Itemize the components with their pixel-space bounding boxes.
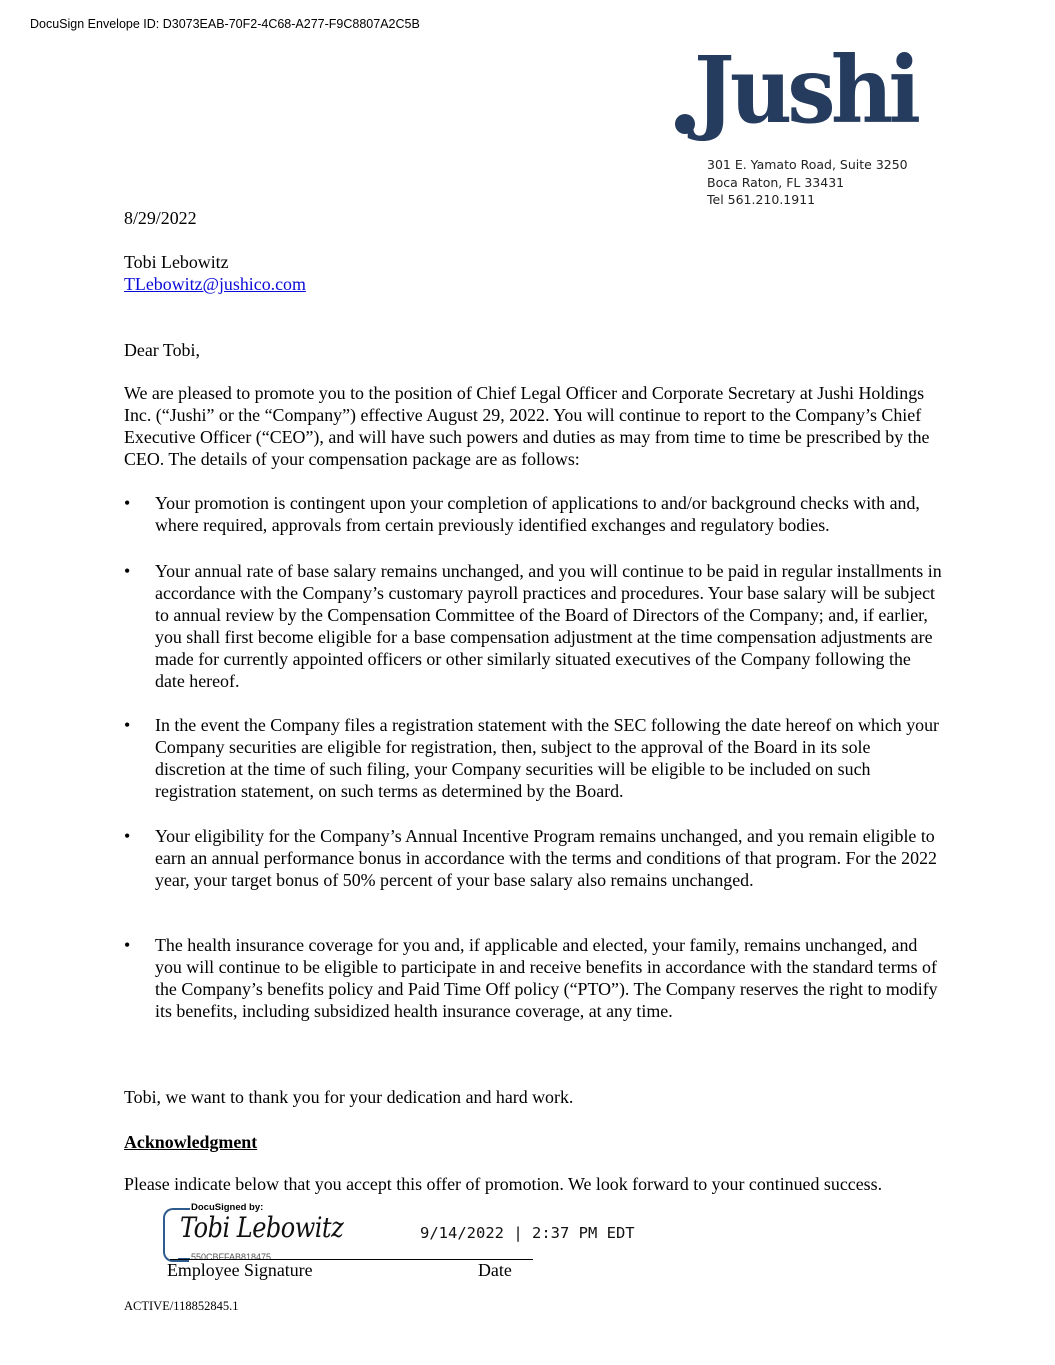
bullet-icon: •	[124, 715, 131, 735]
bullet-text: Your eligibility for the Company’s Annual Incentive Program remains unchanged, and you remain eligible to earn an annual performance bonus in accordance with the terms and conditions of that program. For the 2022 year, your target bonus of 50% percent of your base salary also remains unchanged.	[155, 826, 937, 890]
signed-datetime: 9/14/2022 | 2:37 PM EDT	[420, 1224, 635, 1242]
bullet-text: Your annual rate of base salary remains unchanged, and you will continue to be paid in regular installments in accordance with the Company’s customary payroll practices and procedures. Your base salary will be subject to annual review by the Compensation Committee of the Board of Directors of the Company; and, if earlier, you shall first become eligible for a base compensation adjustment at the time compensation adjustments are made for currently appointed officers or other similarly situated executives of the Company following the date hereof.	[155, 561, 942, 691]
document-code: ACTIVE/118852845.1	[124, 1299, 239, 1313]
letterhead-address	[707, 156, 908, 209]
bullet-icon: •	[124, 826, 131, 846]
docusigned-by-label: DocuSigned by:	[191, 1202, 264, 1213]
bullet-icon: •	[124, 493, 131, 513]
intro-paragraph: We are pleased to promote you to the position of Chief Legal Officer and Corporate Secretary at Jushi Holdings Inc. (“Jushi” or the “Company”) effective August 29, 2022. You will continue to report to the Company’s Chief Executive Officer (“CEO”), and will have such powers and duties as may from time to time be prescribed by the CEO. The details of your compensation package are as follows:	[124, 383, 930, 469]
recipient-name: Tobi Lebowitz	[124, 252, 229, 272]
bullet-item-registration	[124, 714, 944, 802]
docusign-bracket-top	[178, 1208, 190, 1210]
phone-number: Tel 561.210.1911	[707, 192, 816, 207]
address-line-1: 301 E. Yamato Road, Suite 3250	[707, 157, 908, 172]
date-label: Date	[478, 1260, 512, 1280]
logo-wordmark: Jushi	[694, 36, 917, 144]
address-line-2: Boca Raton, FL 33431	[707, 174, 845, 190]
bullet-item-incentive-program	[124, 825, 944, 891]
acknowledgment-text: Please indicate below that you accept this offer of promotion. We look forward to your continued success.	[124, 1174, 883, 1194]
jushi-logo	[672, 36, 942, 148]
acknowledgment-heading: Acknowledgment	[124, 1132, 258, 1152]
bullet-item-health-insurance	[124, 934, 944, 1022]
signature-block	[160, 1200, 540, 1290]
salutation: Dear Tobi,	[124, 340, 200, 360]
bullet-text: In the event the Company files a registration statement with the SEC following the date hereof on which your Company securities are eligible for registration, then, subject to the approval of the Board in its sole discretion at the time of such filing, your Company securities will be eligible to be included on such registration statement, on such terms as determined by the Board.	[155, 715, 940, 801]
employee-signature-label: Employee Signature	[167, 1260, 313, 1280]
bullet-icon: •	[124, 935, 131, 955]
bullet-item-promotion-contingency	[124, 492, 944, 536]
signature-hash: 550CBFFAB818475...	[191, 1252, 279, 1262]
employee-signature: Tobi Lebowitz	[180, 1211, 344, 1245]
closing-line: Tobi, we want to thank you for your dedication and hard work.	[124, 1087, 574, 1107]
bullet-text: Your promotion is contingent upon your completion of applications to and/or background checks with and, where required, approvals from certain previously identified exchanges and regulatory bodies.	[155, 493, 920, 535]
docusign-envelope-id: DocuSign Envelope ID: D3073EAB-70F2-4C68-A277-F9C8807A2C5B	[30, 17, 420, 31]
logo-dot-icon	[675, 114, 695, 134]
bullet-item-base-salary	[124, 560, 944, 692]
letter-date: 8/29/2022	[124, 208, 197, 228]
recipient-email-link[interactable]: TLebowitz@jushico.com	[124, 274, 306, 294]
bullet-icon: •	[124, 561, 131, 581]
bullet-text: The health insurance coverage for you and, if applicable and elected, your family, remains unchanged, and you will continue to be eligible to participate in and receive benefits in accordance with the standard terms of the Company’s benefits policy and Paid Time Off policy (“PTO”). The Company reserves the right to modify its benefits, including subsidized health insurance coverage, at any time.	[155, 935, 938, 1021]
